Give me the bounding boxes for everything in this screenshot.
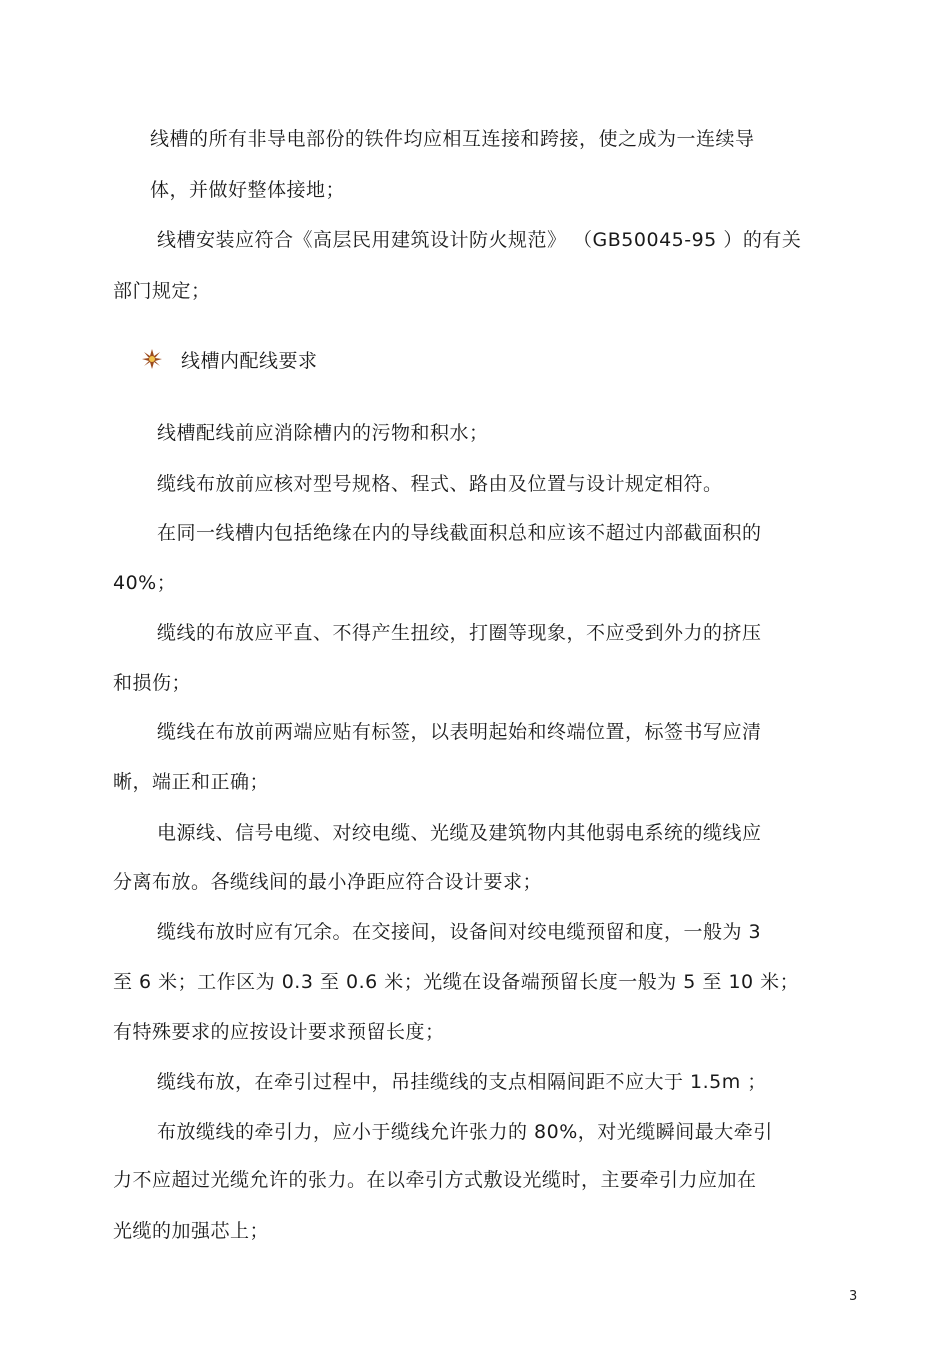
page-number: 3: [849, 1289, 858, 1304]
text-line: 布放缆线的牵引力，应小于缆线允许张力的 80%，对光缆瞬间最大牵引: [157, 1121, 773, 1143]
text-line: 线槽配线前应消除槽内的污物和积水；: [157, 422, 489, 444]
text-line: 至 6 米；工作区为 0.3 至 0.6 米；光缆在设备端预留长度一般为 5 至 10 米；: [113, 971, 800, 993]
text-line: 缆线在布放前两端应贴有标签，以表明起始和终端位置，标签书写应清: [157, 721, 762, 743]
section-heading: 线槽内配线要求: [181, 350, 318, 372]
text-line: 缆线布放前应核对型号规格、程式、路由及位置与设计规定相符。: [157, 473, 723, 495]
text-line: 光缆的加强芯上；: [113, 1220, 270, 1242]
text-line: 部门规定；: [113, 280, 211, 302]
text-line: 分离布放。各缆线间的最小净距应符合设计要求；: [113, 871, 543, 893]
text-line: 体，并做好整体接地；: [150, 179, 346, 201]
text-line: 线槽安装应符合《高层民用建筑设计防火规范》 （GB50045-95 ）的有关: [157, 229, 802, 251]
text-line: 40%；: [113, 572, 177, 594]
text-line: 缆线的布放应平直、不得产生扭绞，打圈等现象，不应受到外力的挤压: [157, 622, 762, 644]
text-line: 力不应超过光缆允许的张力。在以牵引方式敷设光缆时，主要牵引力应加在: [113, 1169, 757, 1191]
text-line: 线槽的所有非导电部份的铁件均应相互连接和跨接，使之成为一连续导: [150, 128, 755, 150]
starburst-bullet-icon: [141, 348, 163, 370]
text-line: 晰，端正和正确；: [113, 771, 270, 793]
text-line: 有特殊要求的应按设计要求预留长度；: [113, 1021, 445, 1043]
text-line: 缆线布放，在牵引过程中，吊挂缆线的支点相隔间距不应大于 1.5m ；: [157, 1071, 767, 1093]
text-line: 和损伤；: [113, 672, 192, 694]
text-line: 缆线布放时应有冗余。在交接间，设备间对绞电缆预留和度，一般为 3: [157, 921, 762, 943]
text-line: 在同一线槽内包括绝缘在内的导线截面积总和应该不超过内部截面积的: [157, 522, 762, 544]
text-line: 电源线、信号电缆、对绞电缆、光缆及建筑物内其他弱电系统的缆线应: [157, 822, 762, 844]
